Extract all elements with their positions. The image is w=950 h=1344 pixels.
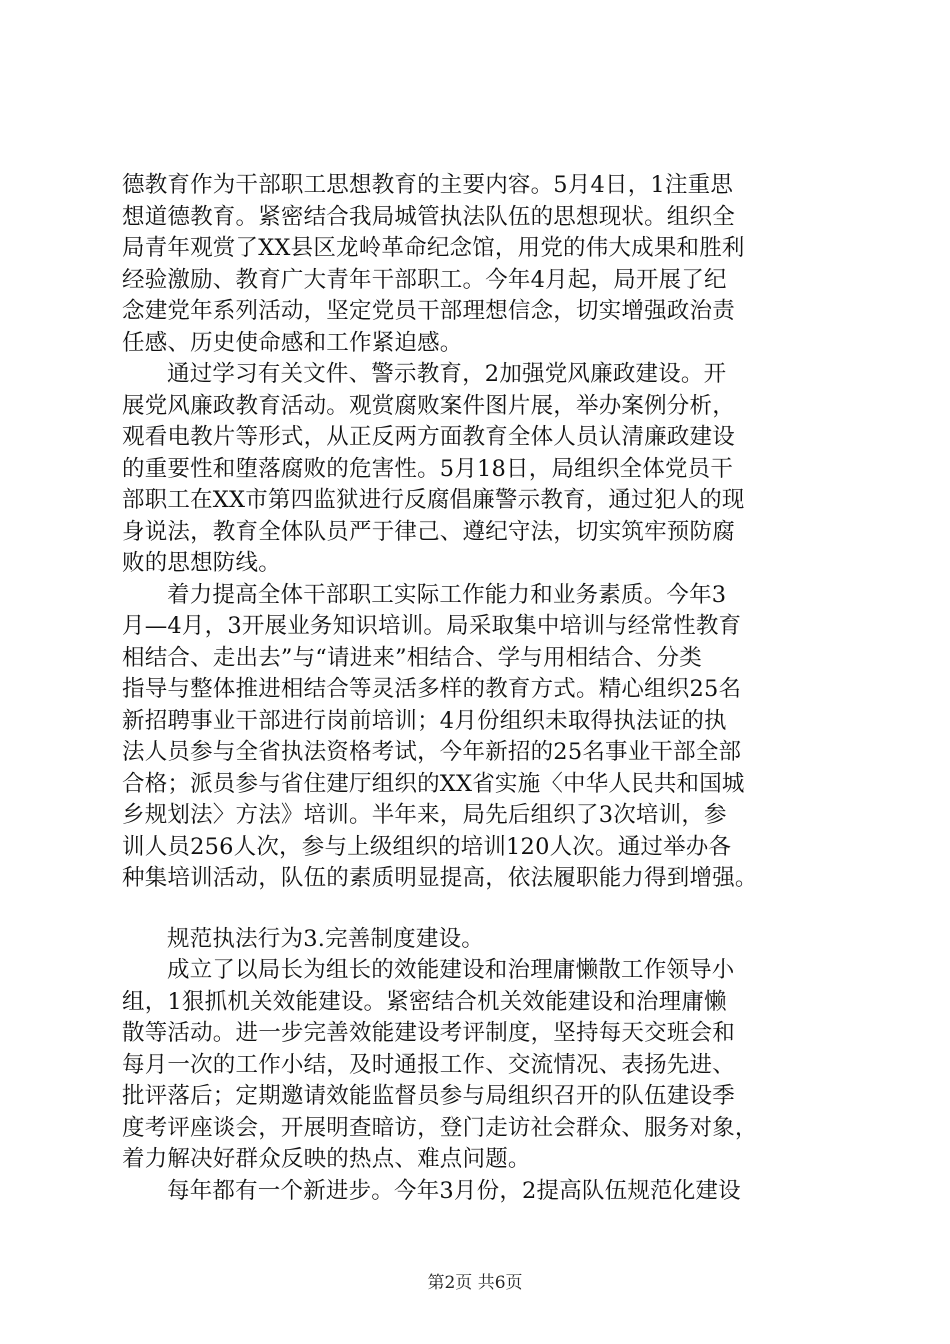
text-line: 念建党年系列活动，坚定党员干部理想信念，切实增强政治责 [122,298,735,324]
text-line: 法人员参与全省执法资格考试，今年新招的25名事业干部全部 [122,739,742,765]
text-line: 想道德教育。紧密结合我局城管执法队伍的思想现状。组织全 [122,203,735,230]
text-line: 经验激励、教育广大青年干部职工。今年4月起，局开展了纪 [122,266,727,293]
text-line: 身说法，教育全体队员严于律己、遵纪守法，切实筑牢预防腐 [122,518,735,545]
text-line: 部职工在XX市第四监狱进行反腐倡廉警示教育，通过犯人的现 [122,487,745,513]
document-body [122,170,850,1207]
text-line: 新招聘事业干部进行岗前培训；4月份组织未取得执法证的执 [122,707,727,734]
text-line: 德教育作为干部职工思想教育的主要内容。5月4日，1注重思 [122,172,734,198]
text-line: 的重要性和堕落腐败的危害性。5月18日，局组织全体党员干 [122,455,734,482]
section-heading: 规范执法行为3.完善制度建设。 [167,925,484,952]
text-line: 乡规划法〉方法》培训。半年来，局先后组织了3次培训，参 [122,802,727,828]
text-line: 月—4月，3开展业务知识培训。局采取集中培训与经常性教育 [122,613,742,639]
text-line: 任感、历史使命感和工作紧迫感。 [122,329,463,356]
text-line: 指导与整体推进相结合等灵活多样的教育方式。精心组织25名 [122,676,742,702]
text-line: 通过学习有关文件、警示教育，2加强党风廉政建设。开 [167,361,727,387]
text-line: 度考评座谈会，开展明查暗访，登门走访社会群众、服务对象， [122,1114,758,1141]
text-line: 每月一次的工作小结，及时通报工作、交流情况、表扬先进、 [122,1051,735,1078]
text-line: 训人员256人次，参与上级组织的培训120人次。通过举办各 [122,833,732,860]
text-line: 成立了以局长为组长的效能建设和治理庸懒散工作领导小 [167,957,735,983]
text-line: 着力解决好群众反映的热点、难点问题。 [122,1146,531,1172]
paragraph-gap [122,895,850,924]
text-line: 合格；派员参与省住建厅组织的XX省实施〈中华人民共和国城 [122,770,745,797]
page-number-footer: 第2页 共6页 [427,1273,523,1293]
text-line: 着力提高全体干部职工实际工作能力和业务素质。今年3 [167,581,727,608]
text-line: 批评落后；定期邀请效能监督员参与局组织召开的队伍建设季 [122,1083,735,1109]
text-line: 散等活动。进一步完善效能建设考评制度，坚持每天交班会和 [122,1020,735,1046]
text-line: 观看电教片等形式，从正反两方面教育全体人员认清廉政建设 [122,424,735,450]
text-line: 组，1狠抓机关效能建设。紧密结合机关效能建设和治理庸懒 [122,988,727,1015]
text-line: 败的思想防线。 [122,550,281,576]
text-line: 局青年观赏了XX县区龙岭革命纪念馆，用党的伟大成果和胜利 [122,235,745,261]
text-line: 每年都有一个新进步。今年3月份，2提高队伍规范化建设 [167,1177,741,1204]
text-line: 展党风廉政教育活动。观赏腐败案件图片展，举办案例分析， [122,392,735,419]
text-line: 种集培训活动，队伍的素质明显提高，依法履职能力得到增强。 [122,865,758,891]
text-line: 相结合、走出去”与“请进来”相结合、学与用相结合、分类 [122,644,702,671]
